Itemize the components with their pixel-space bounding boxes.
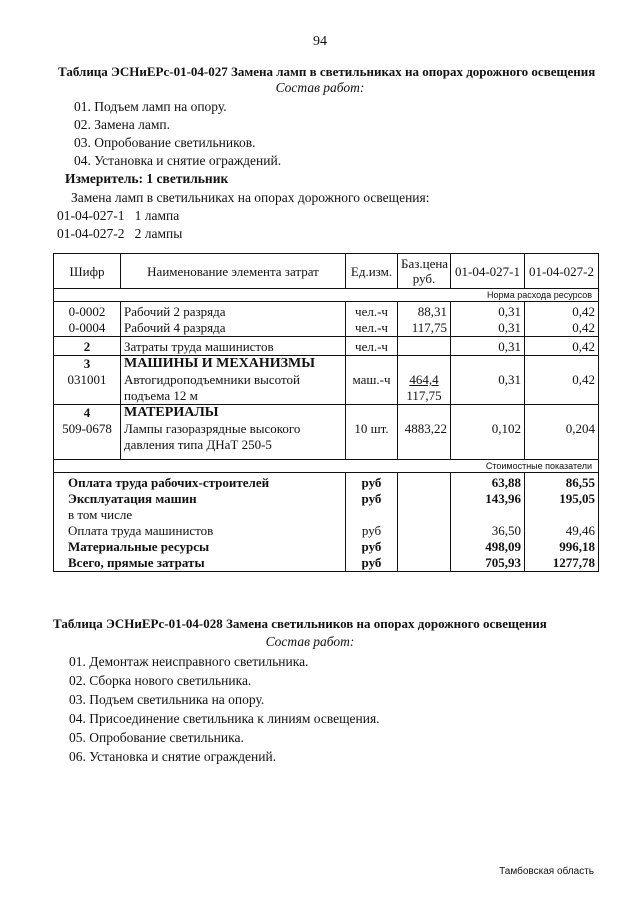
cost-unit: руб bbox=[346, 473, 398, 492]
table2-work-item: 03. Подъем светильника на опору. bbox=[69, 692, 265, 707]
header-name: Наименование элемента затрат bbox=[121, 254, 346, 289]
row-name-line1: Лампы газоразрядные высокого bbox=[124, 421, 301, 436]
footer-region: Тамбовская область bbox=[499, 866, 594, 877]
cost-value-1: 498,09 bbox=[451, 539, 525, 555]
cost-name: Оплата труда рабочих-строителей bbox=[54, 473, 346, 492]
row-name: Рабочий 2 разряда bbox=[121, 302, 346, 321]
cost-value-1: 36,50 bbox=[451, 523, 525, 539]
header-price bbox=[398, 254, 451, 289]
table2-work-item: 06. Установка и снятие ограждений. bbox=[69, 749, 277, 764]
cost-value-2: 49,46 bbox=[525, 523, 599, 539]
row-unit: чел.-ч bbox=[346, 302, 398, 321]
table2-work-item: 05. Опробование светильника. bbox=[69, 730, 244, 745]
cost-value-1: 705,93 bbox=[451, 555, 525, 572]
row-value-2: 0,42 bbox=[525, 372, 599, 405]
cost-row bbox=[54, 491, 599, 507]
row-name bbox=[121, 372, 346, 405]
row-value-2: 0,204 bbox=[525, 421, 599, 460]
table-row bbox=[54, 302, 599, 321]
row-unit: чел.-ч bbox=[346, 337, 398, 356]
table-header-row bbox=[54, 254, 599, 289]
header-col1: 01-04-027-1 bbox=[451, 254, 525, 289]
page-number: 94 bbox=[313, 34, 327, 49]
row-value-1: 0,31 bbox=[451, 320, 525, 337]
cost-name: Всего, прямые затраты bbox=[54, 555, 346, 572]
table-row bbox=[54, 337, 599, 356]
cost-row bbox=[54, 523, 599, 539]
cost-row bbox=[54, 555, 599, 572]
table2-work-item: 01. Демонтаж неисправного светильника. bbox=[69, 654, 309, 669]
table1-variant: 01-04-027-1 1 лампа bbox=[57, 208, 180, 223]
table2-works-header: Состав работ: bbox=[265, 634, 355, 649]
row-price-line1: 464,4 bbox=[409, 372, 439, 387]
cost-value-1: 143,96 bbox=[451, 491, 525, 507]
row-unit: маш.-ч bbox=[346, 372, 398, 405]
norm-band-label: Норма расхода ресурсов bbox=[54, 289, 599, 302]
cost-band-label: Стоимостные показатели bbox=[54, 460, 599, 473]
section-code: 3 bbox=[54, 356, 121, 373]
row-name: Рабочий 4 разряда bbox=[121, 320, 346, 337]
header-unit: Ед.изм. bbox=[346, 254, 398, 289]
cost-unit: руб bbox=[346, 539, 398, 555]
section-title: МАТЕРИАЛЫ bbox=[121, 405, 346, 422]
row-code: 0-0004 bbox=[54, 320, 121, 337]
table1-title: Таблица ЭСНиЕРс-01-04-027 Замена ламп в светильниках на опорах дорожного освещения bbox=[58, 64, 596, 79]
header-col2: 01-04-027-2 bbox=[525, 254, 599, 289]
cost-name: Оплата труда машинистов bbox=[54, 523, 346, 539]
cost-value-2: 195,05 bbox=[525, 491, 599, 507]
table1-meter: Измеритель: 1 светильник bbox=[65, 171, 229, 186]
cost-unit: руб bbox=[346, 491, 398, 507]
header-code: Шифр bbox=[54, 254, 121, 289]
resource-table bbox=[53, 253, 599, 572]
row-price-line2: 117,75 bbox=[406, 388, 442, 403]
table1-work-item: 01. Подъем ламп на опору. bbox=[74, 99, 227, 114]
row-price: 117,75 bbox=[398, 320, 451, 337]
header-price-line2: руб. bbox=[412, 271, 436, 286]
cost-name: в том числе bbox=[54, 507, 346, 523]
cost-band-row bbox=[54, 460, 599, 473]
norm-band-row bbox=[54, 289, 599, 302]
table1-works-header: Состав работ: bbox=[275, 80, 365, 95]
row-price: 88,31 bbox=[398, 302, 451, 321]
cost-value-2: 86,55 bbox=[525, 473, 599, 492]
row-value-1: 0,31 bbox=[451, 302, 525, 321]
section-row bbox=[54, 405, 599, 422]
row-price: 4883,22 bbox=[398, 421, 451, 460]
cost-unit: руб bbox=[346, 555, 398, 572]
row-name-line1: Автогидроподъемники высотой bbox=[124, 372, 300, 387]
cost-name: Материальные ресурсы bbox=[54, 539, 346, 555]
row-value-1: 0,102 bbox=[451, 421, 525, 460]
cost-name: Эксплуатация машин bbox=[54, 491, 346, 507]
row-value-1: 0,31 bbox=[451, 372, 525, 405]
row-code: 031001 bbox=[54, 372, 121, 405]
cost-unit: руб bbox=[346, 523, 398, 539]
table1-scope: Замена ламп в светильниках на опорах дорожного освещения: bbox=[71, 190, 430, 205]
table2-title: Таблица ЭСНиЕРс-01-04-028 Замена светильников на опорах дорожного освещения bbox=[53, 616, 547, 631]
row-unit: 10 шт. bbox=[346, 421, 398, 460]
table-row bbox=[54, 372, 599, 405]
cost-row bbox=[54, 473, 599, 492]
section-code: 4 bbox=[54, 405, 121, 422]
cost-value-2: 996,18 bbox=[525, 539, 599, 555]
row-price bbox=[398, 337, 451, 356]
cost-value-1: 63,88 bbox=[451, 473, 525, 492]
row-value-1: 0,31 bbox=[451, 337, 525, 356]
header-price-line1: Баз.цена bbox=[401, 256, 449, 271]
table-row bbox=[54, 421, 599, 460]
row-code: 0-0002 bbox=[54, 302, 121, 321]
row-code: 509-0678 bbox=[54, 421, 121, 460]
row-name-line2: подъема 12 м bbox=[124, 388, 198, 403]
section-title: МАШИНЫ И МЕХАНИЗМЫ bbox=[121, 356, 346, 373]
table2-work-item: 04. Присоединение светильника к линиям освещения. bbox=[69, 711, 380, 726]
cost-row bbox=[54, 507, 599, 523]
section-row bbox=[54, 356, 599, 373]
table1-work-item: 04. Установка и снятие ограждений. bbox=[74, 153, 282, 168]
cost-value-1 bbox=[451, 507, 525, 523]
row-name-line2: давления типа ДНаТ 250-5 bbox=[124, 437, 272, 452]
row-price bbox=[398, 372, 451, 405]
table2-work-item: 02. Сборка нового светильника. bbox=[69, 673, 252, 688]
row-code: 2 bbox=[54, 337, 121, 356]
cost-unit bbox=[346, 507, 398, 523]
row-value-2: 0,42 bbox=[525, 320, 599, 337]
table1-work-item: 03. Опробование светильников. bbox=[74, 135, 256, 150]
cost-value-2: 1277,78 bbox=[525, 555, 599, 572]
cost-value-2 bbox=[525, 507, 599, 523]
cost-row bbox=[54, 539, 599, 555]
row-value-2: 0,42 bbox=[525, 302, 599, 321]
row-value-2: 0,42 bbox=[525, 337, 599, 356]
table1-variant: 01-04-027-2 2 лампы bbox=[57, 226, 183, 241]
row-unit: чел.-ч bbox=[346, 320, 398, 337]
row-name bbox=[121, 421, 346, 460]
table1-work-item: 02. Замена ламп. bbox=[74, 117, 171, 132]
table-row bbox=[54, 320, 599, 337]
row-name: Затраты труда машинистов bbox=[121, 337, 346, 356]
